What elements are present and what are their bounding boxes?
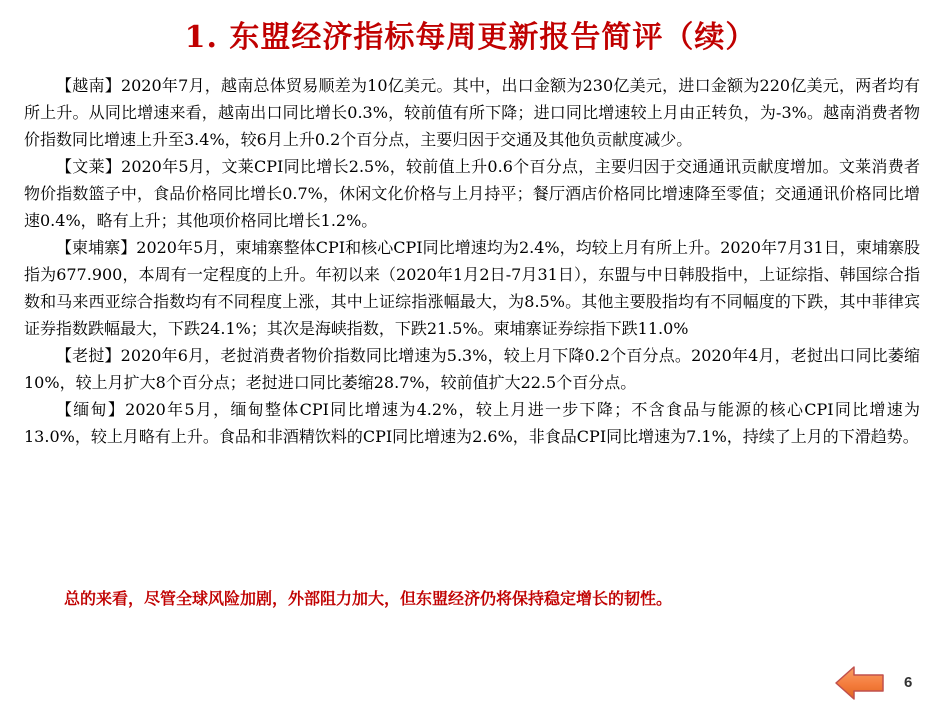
paragraph-vietnam: 【越南】2020年7月，越南总体贸易顺差为10亿美元。其中，出口金额为230亿美元，进口金额为220亿美元，两者均有所上升。从同比增速来看，越南出口同比增长0.3%，较前值有所下降；进口同比增速较上月由正转负，为-3%。越南消费者物价指数同比增速上升至3.4%，较6月上升0.2个百分点，主要归因于交通及其他负贡献度减少。: [24, 76, 920, 149]
report-body: [24, 72, 920, 450]
previous-slide-button[interactable]: [834, 665, 886, 701]
paragraph-cambodia: 【柬埔寨】2020年5月，柬埔寨整体CPI和核心CPI同比增速均为2.4%，均较上月有所上升。2020年7月31日，柬埔寨股指为677.900，本周有一定程度的上升。年初以来（2020年1月2日-7月31日），东盟与中日韩股指中，上证综指、韩国综合指数和马来西亚综合指数均有不同程度上涨，其中上证综指涨幅最大，为8.5%。其他主要股指均有不同幅度的下跌，其中菲律宾证券指数跌幅最大，下跌24.1%；其次是海峡指数，下跌21.5%。柬埔寨证券综指下跌11.0%: [24, 238, 920, 338]
left-arrow-icon: [834, 665, 886, 701]
paragraph-myanmar: 【缅甸】2020年5月，缅甸整体CPI同比增速为4.2%，较上月进一步下降；不含食品与能源的核心CPI同比增速为13.0%，较上月略有上升。食品和非酒精饮料的CPI同比增速为2.6%，非食品CPI同比增速为7.1%，持续了上月的下滑趋势。: [24, 400, 920, 446]
conclusion-text: 总的来看，尽管全球风险加剧，外部阻力加大，但东盟经济仍将保持稳定增长的韧性。: [64, 589, 673, 608]
slide-title: 1. 东盟经济指标每周更新报告简评（续）: [184, 20, 757, 55]
paragraph-brunei: 【文莱】2020年5月，文莱CPI同比增长2.5%，较前值上升0.6个百分点，主要归因于交通通讯贡献度增加。文莱消费者物价指数篮子中，食品价格同比增长0.7%，休闲文化价格与上月持平；餐厅酒店价格同比增速降至零值；交通通讯价格同比增速0.4%，略有上升；其他项价格同比增长1.2%。: [24, 157, 920, 230]
page-number: 6: [904, 674, 913, 691]
paragraph-laos: 【老挝】2020年6月，老挝消费者物价指数同比增速为5.3%，较上月下降0.2个百分点。2020年4月，老挝出口同比萎缩10%，较上月扩大8个百分点；老挝进口同比萎缩28.7%，较前值扩大22.5个百分点。: [24, 346, 920, 392]
